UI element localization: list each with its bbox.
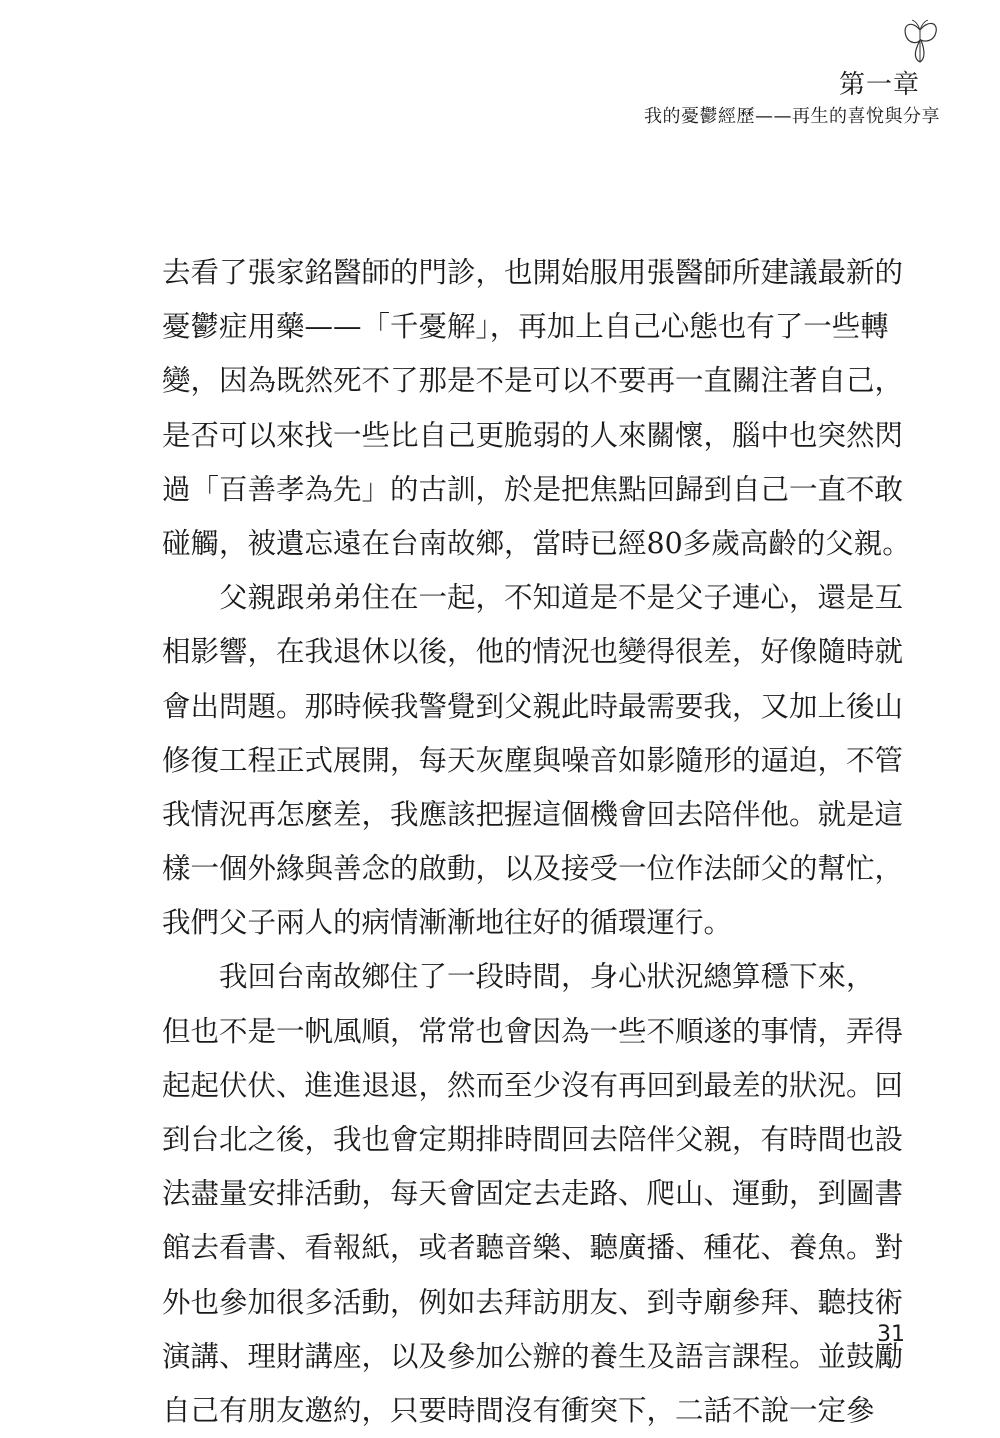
text-line: 樣一個外緣與善念的啟動，以及接受一位作法師父的幫忙， [162, 852, 904, 886]
text-line: 父親跟弟弟住在一起，不知道是不是父子連心，還是互 [162, 581, 904, 615]
running-header [520, 14, 940, 127]
text-line: 我們父子兩人的病情漸漸地往好的循環運行。 [162, 906, 733, 940]
body-text [162, 246, 912, 1438]
page-number: 31 [877, 1322, 905, 1347]
text-line: 到台北之後，我也會定期排時間回去陪伴父親，有時間也設 [162, 1123, 904, 1156]
text-line: 館去看書、看報紙，或者聽音樂、聽廣播、種花、養魚。對 [162, 1231, 904, 1265]
text-line: 會出問題。那時候我警覺到父親此時最需要我，又加上後山 [162, 689, 904, 723]
text-line: 修復工程正式展開，每天灰塵與噪音如影隨形的逼迫，不管 [162, 743, 904, 777]
text-line: 演講、理財講座，以及參加公辦的養生及語言課程。並鼓勵 [162, 1339, 904, 1373]
text-line: 自己有朋友邀約，只要時間沒有衝突下，二話不說一定參 [162, 1393, 875, 1427]
text-line: 我情況再怎麼差，我應該把握這個機會回去陪伴他。就是這 [162, 797, 904, 831]
text-line: 外也參加很多活動，例如去拜訪朋友、到寺廟參拜、聽技術 [162, 1285, 904, 1319]
text-line: 但也不是一帆風順，常常也會因為一些不順遂的事情，弄得 [162, 1014, 904, 1048]
text-line: 去看了張家銘醫師的門診，也開始服用張醫師所建議最新的 [162, 256, 904, 289]
text-line: 法盡量安排活動，每天會固定去走路、爬山、運動，到圖書 [162, 1177, 904, 1211]
text-line: 是否可以來找一些比自己更脆弱的人來關懷，腦中也突然閃 [162, 418, 904, 452]
chapter-subtitle: 我的憂鬱經歷——再生的喜悅與分享 [644, 106, 940, 127]
text-line: 碰觸，被遺忘遠在台南故鄉，當時已經80多歲高齡的父親。 [162, 526, 911, 560]
text-line: 憂鬱症用藥——「千憂解」，再加上自己心態也有了一些轉 [162, 310, 889, 344]
text-line: 變，因為既然死不了那是不是可以不要再一直關注著自己， [162, 364, 904, 398]
text-line: 相影響，在我退休以後，他的情況也變得很差，好像隨時就 [162, 635, 904, 669]
text-line: 我回台南故鄉住了一段時間，身心狀況總算穩下來， [162, 960, 875, 994]
text-line: 起起伏伏、進進退退，然而至少沒有再回到最差的狀況。回 [162, 1068, 904, 1102]
butterfly-icon [900, 18, 940, 66]
chapter-title: 第一章 [838, 70, 920, 100]
text-line: 過「百善孝為先」的古訓，於是把焦點回歸到自己一直不敢 [162, 472, 904, 506]
